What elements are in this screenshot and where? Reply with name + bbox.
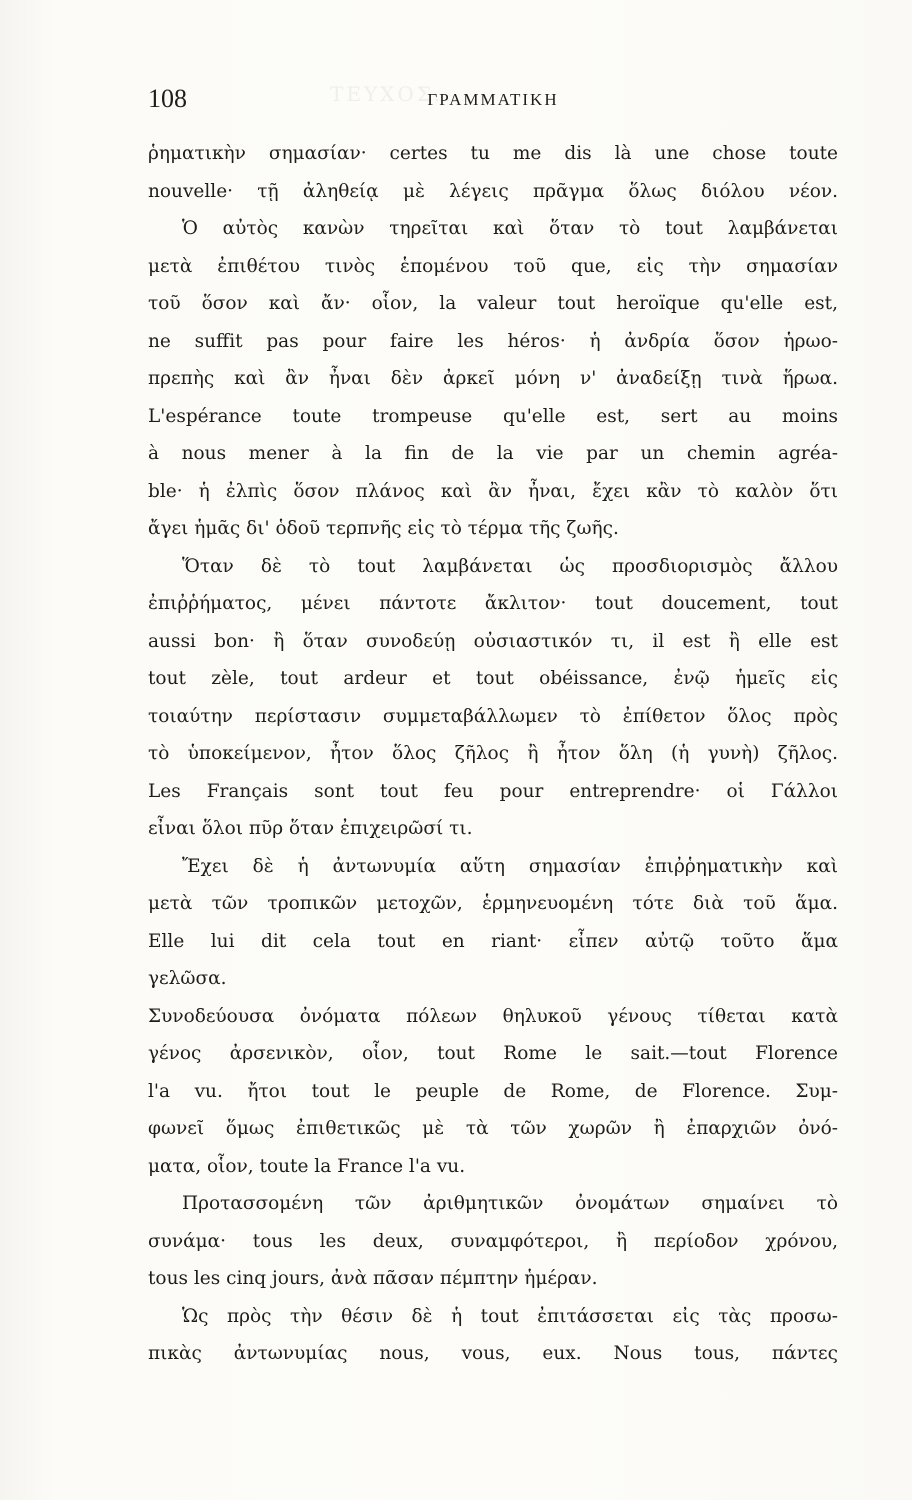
- text-line: συνάμα· tous les deux, συναμφότεροι, ἢ περίοδον χρόνου,: [148, 1230, 838, 1252]
- text-line: τοιαύτην περίστασιν συμμεταβάλλωμεν τὸ ἐπίθετον ὅλος πρὸς: [148, 705, 838, 727]
- text-line: Ὅταν δὲ τὸ tout λαμβάνεται ὡς προσδιορισμὸς ἄλλου: [182, 555, 838, 577]
- text-line: πικὰς ἀντωνυμίας nous, vous, eux. Nous tous, πάντες: [148, 1343, 838, 1364]
- bleed-through-text: ΤΕΥΧΟΣ...: [330, 82, 462, 106]
- text-line: tous les cinq jours, ἀνὰ πᾶσαν πέμπτην ἡμέραν.: [148, 1268, 598, 1289]
- text-line: aussi bon· ἢ ὅταν συνοδεύῃ οὐσιαστικόν τι, il est ἢ elle est: [148, 630, 838, 652]
- text-line: ne suffit pas pour faire les héros· ἡ ἀνδρία ὅσον ἡρωο-: [148, 330, 838, 352]
- page-body: [148, 135, 838, 1373]
- text-line: μετὰ τῶν τροπικῶν μετοχῶν, ἑρμηνευομένη τότε διὰ τοῦ ἅμα.: [148, 893, 838, 914]
- text-line: ble· ἡ ἐλπὶς ὅσον πλάνος καὶ ἂν ἦναι, ἔχει κἂν τὸ καλὸν ὅτι: [148, 480, 838, 502]
- text-line: εἶναι ὅλοι πῦρ ὅταν ἐπιχειρῶσί τι.: [148, 818, 473, 839]
- running-title: ΓΡΑΜΜΑΤΙΚΗ: [427, 90, 559, 109]
- text-line: τὸ ὑποκείμενον, ἦτον ὅλος ζῆλος ἢ ἦτον ὅλη (ἡ γυνὴ) ζῆλος.: [148, 743, 838, 764]
- text-line: πρεπὴς καὶ ἂν ἦναι δὲν ἀρκεῖ μόνη ν' ἀναδείξῃ τινὰ ἥρωα.: [148, 368, 838, 389]
- text-line: Les Français sont tout feu pour entreprendre· οἱ Γάλλοι: [148, 780, 838, 802]
- text-line: Προτασσομένη τῶν ἀριθμητικῶν ὀνομάτων σημαίνει τὸ: [182, 1193, 838, 1214]
- text-line: Ὁ αὐτὸς κανὼν τηρεῖται καὶ ὅταν τὸ tout λαμβάνεται: [182, 218, 838, 239]
- text-line: Elle lui dit cela tout en riant· εἶπεν αὐτῷ τοῦτο ἅμα: [148, 930, 838, 952]
- text-line: nouvelle· τῇ ἀληθείᾳ μὲ λέγεις πρᾶγμα ὅλως διόλου νέον.: [148, 180, 838, 202]
- text-line: ἐπιῤῥήματος, μένει πάντοτε ἄκλιτον· tout doucement, tout: [148, 593, 838, 614]
- text-line: ῥηματικὴν σημασίαν· certes tu me dis là une chose toute: [148, 143, 838, 164]
- text-line: Ὡς πρὸς τὴν θέσιν δὲ ἡ tout ἐπιτάσσεται εἰς τὰς προσω-: [182, 1305, 838, 1327]
- text-line: φωνεῖ ὅμως ἐπιθετικῶς μὲ τὰ τῶν χωρῶν ἢ ἐπαρχιῶν ὀνό-: [148, 1118, 838, 1139]
- text-line: ἄγει ἡμᾶς δι' ὁδοῦ τερπνῆς εἰς τὸ τέρμα τῆς ζωῆς.: [148, 518, 619, 539]
- page-number: 108: [148, 84, 187, 113]
- text-line: tout zèle, tout ardeur et tout obéissance, ἐνῷ ἡμεῖς εἰς: [148, 668, 838, 689]
- text-line: Ἔχει δὲ ἡ ἀντωνυμία αὕτη σημασίαν ἐπιῤῥηματικὴν καὶ: [182, 855, 838, 877]
- text-line: L'espérance toute trompeuse qu'elle est, sert au moins: [148, 405, 838, 427]
- text-line: à nous mener à la fin de la vie par un chemin agréa-: [148, 443, 838, 464]
- text-line: l'a vu. ἤτοι tout le peuple de Rome, de Florence. Συμ-: [148, 1080, 838, 1102]
- page-header: [148, 84, 838, 118]
- text-line: ματα, οἷον, toute la France l'a vu.: [148, 1155, 466, 1177]
- text-line: τοῦ ὅσον καὶ ἄν· οἷον, la valeur tout heroïque qu'elle est,: [148, 293, 838, 314]
- text-line: γελῶσα.: [148, 968, 227, 989]
- text-line: μετὰ ἐπιθέτου τινὸς ἑπομένου τοῦ que, εἰς τὴν σημασίαν: [148, 255, 838, 277]
- text-line: γένος ἀρσενικὸν, οἷον, tout Rome le sait.—tout Florence: [148, 1043, 838, 1064]
- text-line: Συνοδεύουσα ὀνόματα πόλεων θηλυκοῦ γένους τίθεται κατὰ: [148, 1005, 838, 1027]
